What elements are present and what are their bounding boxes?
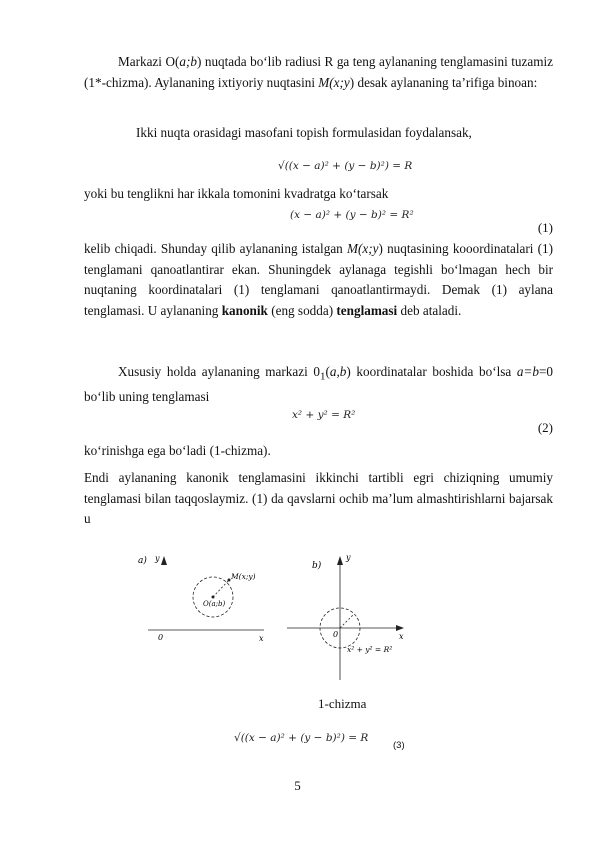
equation-number-1: (1) bbox=[537, 220, 553, 235]
paragraph-canonical-equation bbox=[84, 239, 553, 321]
formula-3: √((x − a)² + (y − b)²) = R bbox=[234, 732, 369, 744]
point-m-label: M(x;y) bbox=[231, 572, 256, 581]
formula-canonical: (x − a)² + (y − b)² = R² bbox=[290, 209, 414, 221]
text: a,b bbox=[329, 364, 347, 379]
y-axis-label-a: y bbox=[155, 554, 160, 563]
radius-line-b bbox=[340, 614, 354, 628]
paragraph-circle-intro bbox=[84, 52, 553, 93]
y-arrow-a bbox=[161, 556, 167, 565]
y-arrow-b bbox=[337, 556, 343, 565]
text: kanonik bbox=[221, 302, 268, 318]
text: deb ataladi. bbox=[397, 302, 462, 318]
equation-label-b: x² + y² = R² bbox=[347, 645, 393, 654]
equation-number-2: (2) bbox=[537, 420, 553, 435]
figure-1 bbox=[0, 548, 595, 708]
radius-line-a bbox=[213, 580, 229, 597]
formula-distance-root: √((x − a)² + (y − b)²) = R bbox=[278, 160, 413, 172]
text: (eng sodda) bbox=[267, 302, 337, 318]
text: Xususiy holda aylananing markazi 0 bbox=[118, 364, 320, 379]
paragraph-comparison: Endi aylananing kanonik tenglamasini ikkinchi tartibli egri chiziqning umumiy tenglamasi bilan taqqoslaymiz. (1) da qavslarni ochib ma’lum almashtirishlarni bajarsak u bbox=[84, 470, 553, 526]
figure-panel-a bbox=[138, 554, 264, 643]
text: =0 bo‘lib uning tenglamasi bbox=[84, 364, 554, 405]
page-number: 5 bbox=[294, 778, 301, 793]
x-axis-label-a: x bbox=[259, 634, 264, 643]
x-arrow-b bbox=[396, 625, 404, 631]
text: tenglamasi bbox=[336, 302, 398, 318]
panel-label-a: a) bbox=[138, 556, 147, 566]
text: ) nuqtada bo‘lib radiusi R ga teng aylananing tenglamasini tuzamiz (1*-chizma). Aylananing ixtiyoriy nuqtasini bbox=[84, 54, 553, 90]
panel-label-b: b) bbox=[312, 561, 322, 571]
center-label: O(a;b) bbox=[203, 600, 226, 608]
origin-label-a: 0 bbox=[158, 633, 164, 642]
x-axis-label-b: x bbox=[399, 632, 404, 641]
text: a=b bbox=[516, 364, 539, 379]
text: Markazi O( bbox=[118, 54, 180, 69]
text: M(x;y bbox=[346, 241, 379, 256]
origin-label-b: 0 bbox=[333, 630, 339, 639]
y-axis-label-b: y bbox=[346, 553, 351, 562]
text: 1 bbox=[320, 370, 326, 383]
equation-number-3: (3) bbox=[393, 740, 405, 751]
text: M(x;y bbox=[318, 74, 350, 90]
paragraph-distance-formula: Ikki nuqta orasidagi masofani topish formulasidan foydalansak, bbox=[136, 125, 472, 140]
paragraph-special-case bbox=[84, 362, 553, 408]
paragraph-square-both-sides: yoki bu tenglikni har ikkala tomonini kvadratga ko‘tarsak bbox=[84, 186, 389, 201]
figure-panel-b bbox=[287, 553, 404, 680]
text: a;b bbox=[179, 54, 197, 69]
text: ) nuqtasining kooordinatalari (1) tenglamani qanoatlantirar ekan. Shuningdek aylanaga tegishli bo‘lmagan hech bir nuqtaning koordinatalari (1) tenglamani qanoatlantirmaydi. Demak (1) aylana tenglamasi. U aylananing bbox=[84, 241, 553, 318]
text: ( bbox=[325, 364, 330, 379]
text: ) desak aylananing ta’rifiga binoan: bbox=[349, 74, 538, 90]
formula-origin-circle: x² + y² = R² bbox=[292, 409, 356, 421]
center-point-a bbox=[212, 596, 215, 599]
text: ) koordinatalar boshida bo‘lsa bbox=[346, 364, 517, 379]
figure-caption: 1-chizma bbox=[318, 696, 367, 711]
text: kelib chiqadi. Shunday qilib aylananing istalgan bbox=[84, 241, 347, 256]
paragraph-form: ko‘rinishga ega bo‘ladi (1-chizma). bbox=[84, 443, 271, 458]
